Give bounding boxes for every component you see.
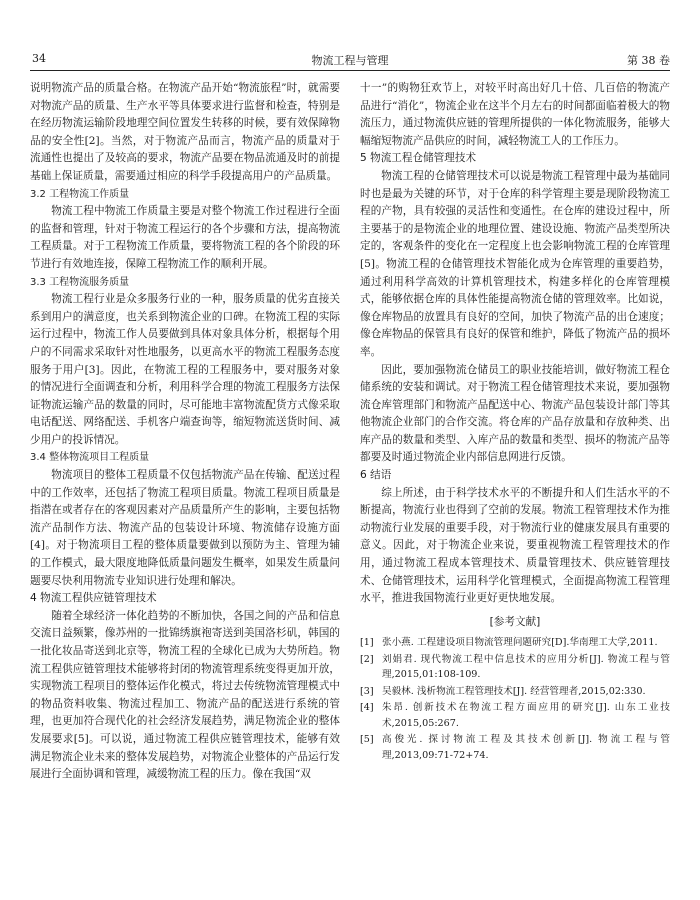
paragraph: 综上所述，由于科学技术水平的不断提升和人们生活水平的不断提高，物流行业也得到了空前的发展。物流工程管理技术作为推动物流行业发展的重要手段，对于物流行业的健康发展具有重要的意义。因此，对于物流企业来说，要重视物流工程管理技术的作用，通过物流工程成本管理技术、质量管理技术、供应链管理技术、仓储管理技术，运用科学化管理模式，全面提高物流工程管理水平，推进我国物流行业更好更快地发展。	[360, 486, 670, 605]
left-column	[30, 80, 340, 784]
references-list	[360, 635, 670, 763]
paragraph: 物流工程中物流工作质量主要是对整个物流工作过程进行全面的监督和管理，针对于物流工程运行的各个步骤和方法，提高物流工程质量。对于工程物流工作质量，要将物流工程的各个阶段的环节进行有效地连接，保障工程物流工作的顺利开展。	[30, 205, 340, 270]
reference-item	[360, 652, 670, 683]
volume-label: 第 38 卷	[627, 54, 670, 67]
reference-text: 吴毅林. 浅析物流工程管理技术[J]. 经营管理者,2015,02:330.	[382, 685, 646, 697]
reference-item	[360, 635, 670, 651]
right-column	[360, 80, 670, 764]
reference-item	[360, 732, 670, 763]
references-heading: [参考文献]	[489, 615, 541, 628]
reference-number: [3]	[360, 685, 374, 697]
paragraph: 物流工程行业是众多服务行业的一种，服务质量的优劣直接关系到用户的满意度，也关系到物流企业的口碑。在物流工程的实际运行过程中，物流工作人员要做到具体对象具体分析，根据每个用户的不同需求采取针对性地服务，以更高水平的物流工程服务态度服务于用户[3]。因此，在物流工程的工程服务中，要对服务对象的情况进行全面调查和分析，利用科学合理的物流工程服务方法保证物流运输产品的数量的同时，尽可能地丰富物流配货方式像采取电话配送、网络配送、手机客户端查询等，缩短物流送货时间、减少用户的投诉情况。	[30, 293, 340, 446]
reference-number: [2]	[360, 653, 374, 665]
paragraph: 随着全球经济一体化趋势的不断加快，各国之间的产品和信息交流日益频繁，像苏州的一批锦绣旗袍寄送到美国洛杉矶，韩国的一批化妆品寄送到北京等，物流工程的全球化已成为大势所趋。物流工程供应链管理技术能够将封闭的物流管理系统变得更加开放，实现物流工程项目的整体运作化模式，将过去传统物流管理模式中的物品资料收集、物流过程加工、物流产品的配送进行系统的管理，也更加符合现代化的社会经济发展趋势，满足物流企业的整体发展要求[5]。可以说，通过物流工程供应链管理技术，能够有效满足物流企业未来的整体发展趋势，对物流企业整体的产品运行发展进行全面协调和管理，减缓物流工程的压力。像在我国“双	[30, 609, 340, 781]
header-rule	[30, 70, 670, 71]
page-number: 34	[32, 52, 46, 65]
reference-text: 高俊光. 探讨物流工程及其技术创新[J]. 物流工程与管理,2013,09:71-72+74.	[382, 734, 670, 761]
paragraph: 十一”的购物狂欢节上，对较平时高出好几十倍、几百倍的物流产品进行“消化”，物流企业在这半个月左右的时间都面临着极大的物流压力，通过物流供应链的管理所提供的一体化物流服务，能够大幅缩短物流产品供应的时间，减轻物流工人的工作压力。	[360, 82, 670, 147]
paragraph: 因此，要加强物流仓储员工的职业技能培训，做好物流工程仓储系统的安装和调试。对于物流工程仓储管理技术来说，要加强物流仓库管理部门和物流产品配送中心、物流产品包装设计部门等其他物流企业部门的合作交流。将仓库的产品存放量和存放种类、出库产品的数量和类型、入库产品的数量和类型、损坏的物流产品等都要及时通过物流企业内部信息网进行反馈。	[360, 363, 670, 464]
reference-number: [5]	[360, 734, 374, 746]
paragraph: 物流工程的仓储管理技术可以说是物流工程管理中最为基础同时也是最为关键的环节，对于仓库的科学管理主要是现阶段物流工程的产物，具有较强的灵活性和变通性。在仓库的建设过程中，所主要基于的是物流企业的地理位置、建设设施、物流产品类型所决定的，客观条件的变化在一定程度上也会影响物流工程的仓库管理[5]。物流工程的仓储管理技术智能化成为仓库管理的重要趋势，通过利用科学高效的计算机管理技术，构建多样化的仓库管理模式，能够依据仓库的具体性能提高物流仓储的管理效率。比如说，像仓库物品的放置具有良好的空间，加快了物流产品的出仓速度；像仓库物品的保管具有良好的保管和维护，降低了物流产品的损坏率。	[360, 169, 670, 358]
section-heading-5: 5 物流工程仓储管理技术	[360, 152, 477, 165]
section-heading-6: 6 结语	[360, 469, 392, 482]
running-header	[30, 52, 670, 70]
reference-number: [4]	[360, 702, 374, 714]
reference-item	[360, 700, 670, 731]
section-heading-3-3: 3.3 工程物流服务质量	[30, 276, 130, 288]
section-heading-3-4: 3.4 整体物流项目工程质量	[30, 452, 150, 464]
reference-text: 刘娟君. 现代物流工程中信息技术的应用分析[J]. 物流工程与管理,2015,01:108-109.	[382, 653, 670, 681]
paragraph: 说明物流产品的质量合格。在物流产品开始“物流旅程”时，就需要对物流产品的质量、生产水平等具体要求进行监督和检查，特别是在经历物流运输阶段地理空间位置发生转移的时候，要有效保障物品的安全性[2]。当然，对于物流产品而言，物流产品的质量对于流通性也提出了及较高的要求，物流产品要在物品流通及时的前提基础上保证质量，需要通过相应的科学手段提高用户的产品质量。	[30, 82, 340, 182]
reference-text: 朱昂. 创新技术在物流工程方面应用的研究[J]. 山东工业技术,2015,05:267.	[382, 702, 670, 729]
section-heading-4: 4 物流工程供应链管理技术	[30, 592, 157, 605]
reference-text: 张小燕. 工程建设项目物流管理问题研究[D].华南理工大学,2011.	[382, 637, 658, 649]
paragraph: 物流项目的整体工程质量不仅包括物流产品在传输、配送过程中的工作效率，还包括了物流工程项目质量。物流工程项目质量是指潜在或者存在的客观因素对产品质量所产生的影响，主要包括物流产品制作方法、物流产品的包装设计环境、物流储存设施方面[4]。对于物流项目工程的整体质量要做到以预防为主、管理为辅的工作模式，最大限度地降低质量问题发生概率，如果发生质量问题要尽快利用物流专业知识进行处理和解决。	[30, 469, 340, 587]
journal-title: 物流工程与管理	[311, 54, 389, 67]
section-heading-3-2: 3.2 工程物流工作质量	[30, 188, 130, 200]
reference-number: [1]	[360, 637, 374, 649]
reference-item	[360, 684, 670, 700]
